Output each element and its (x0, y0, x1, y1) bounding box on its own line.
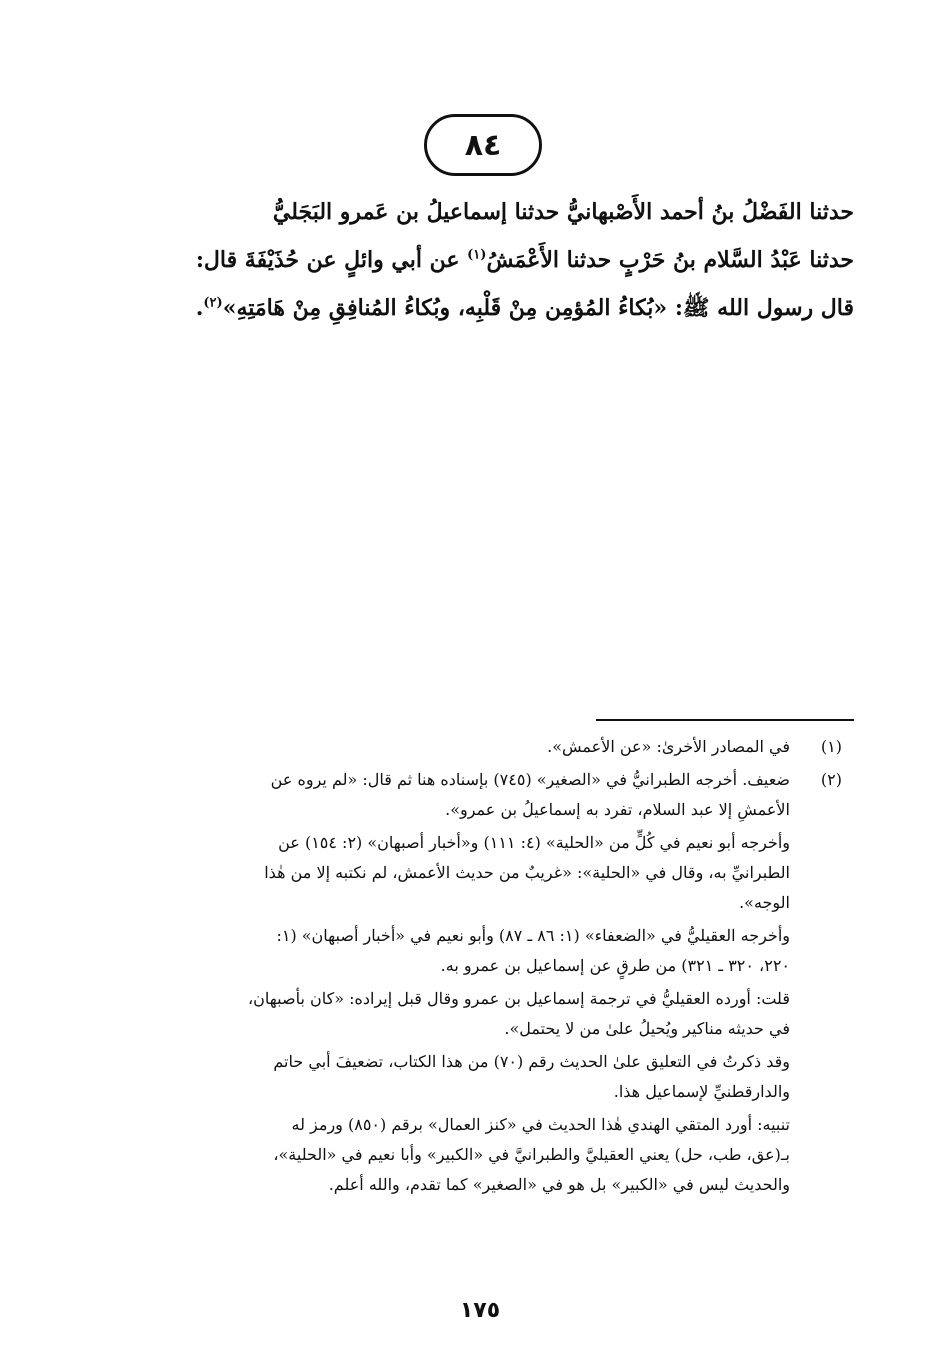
footnote-ref-1[interactable]: (١) (467, 247, 487, 263)
footnote-line: ٢٢٠، ٣٢٠ ـ ٣٢١) من طرقٍ عن إسماعيل بن عمرو به. (440, 956, 790, 975)
footnote-line: وقد ذكرتُ في التعليق علىٰ الحديث رقم (٧٠) من هذا الكتاب، تضعيفَ أبي حاتم (273, 1052, 790, 1071)
hadith-text (108, 188, 854, 332)
footnote-line: تنبيه: أورد المتقي الهندي هٰذا الحديث في «كنز العمال» برقم (٨٥٠) ورمز له (291, 1115, 790, 1134)
footnote-paragraph (108, 1110, 790, 1200)
footnote-number: (٢) (820, 770, 842, 789)
footnote-paragraph (108, 1047, 790, 1107)
hadith-line-2 (108, 236, 854, 284)
hadith-number: ٨٤ (464, 127, 502, 163)
footnote-line: الوجه». (739, 893, 790, 912)
footnote-paragraph (108, 921, 790, 981)
hadith-line-3-part-b: . (195, 295, 204, 321)
footnote-line: قلت: أورده العقيليُّ في ترجمة إسماعيل بن عمرو وقال قبل إيراده: «كان بأصبهان، (248, 989, 790, 1008)
footnote-line: الطبرانيِّ به، وقال في «الحلية»: «غريبٌ من حديث الأعمش، لم نكتبه إلا من هٰذا (264, 863, 790, 882)
hadith-line-1: حدثنا الفَضْلُ بنُ أحمد الأَصْبهانيُّ حدثنا إسماعيلُ بن عَمرو البَجَليُّ (272, 199, 854, 225)
footnote-paragraph (108, 828, 790, 918)
page-number: ١٧٥ (459, 1298, 501, 1323)
footnote-line: في حديثه مناكير ويُحيلُ علىٰ من لا يحتمل». (504, 1019, 790, 1038)
footnote-line: والحديث ليس في «الكبير» بل هو في «الصغير» كما تقدم، والله أعلم. (328, 1175, 790, 1194)
footnote-number: (١) (820, 737, 842, 756)
hadith-line-2-part-b: عن أبي وائلٍ عن حُذَيْفَةَ قال: (195, 247, 468, 273)
footnote-paragraph (108, 765, 790, 825)
hadith-line-3 (108, 284, 854, 332)
footnote-line: والدارقطنيِّ لإسماعيل هذا. (613, 1082, 790, 1101)
footnote-2 (108, 765, 854, 1200)
footnotes (108, 732, 854, 1203)
footnote-line: بـ(عق، طب، حل) يعني العقيليَّ والطبرانيَّ في «الكبير» وأبا نعيم في «الحلية»، (273, 1145, 790, 1164)
footnote-line: في المصادر الأخرىٰ: «عن الأعمش». (547, 737, 790, 756)
hadith-number-badge (424, 114, 542, 176)
hadith-line-2-part-a: حدثنا عَبْدُ السَّلام بنُ حَرْبٍ حدثنا الأَعْمَشُ (486, 247, 854, 273)
footnote-1 (108, 732, 854, 762)
footnote-paragraph (108, 984, 790, 1044)
footnote-line: وأخرجه أبو نعيم في كُلٍّ من «الحلية» (٤: ١١١) و«أخبار أصبهان» (٢: ١٥٤) عن (278, 833, 790, 852)
footnote-ref-2[interactable]: (٢) (203, 295, 223, 311)
footnote-line: الأعمشِ إلا عبد السلام، تفرد به إسماعيلُ بن عمرو». (445, 800, 790, 819)
hadith-line-3-part-a: قال رسول الله ﷺ: «بُكاءُ المُؤمِن مِنْ قَلْبِه، وبُكاءُ المُنافِقِ مِنْ هَامَتِهِ» (222, 295, 854, 321)
footnote-line: ضعيف. أخرجه الطبرانيُّ في «الصغير» (٧٤٥) بإسناده هنا ثم قال: «لم يروه عن (270, 770, 790, 789)
footnote-divider (596, 719, 854, 721)
footnote-line: وأخرجه العقيليُّ في «الضعفاء» (١: ٨٦ ـ ٨٧) وأبو نعيم في «أخبار أصبهان» (١: (276, 926, 790, 945)
